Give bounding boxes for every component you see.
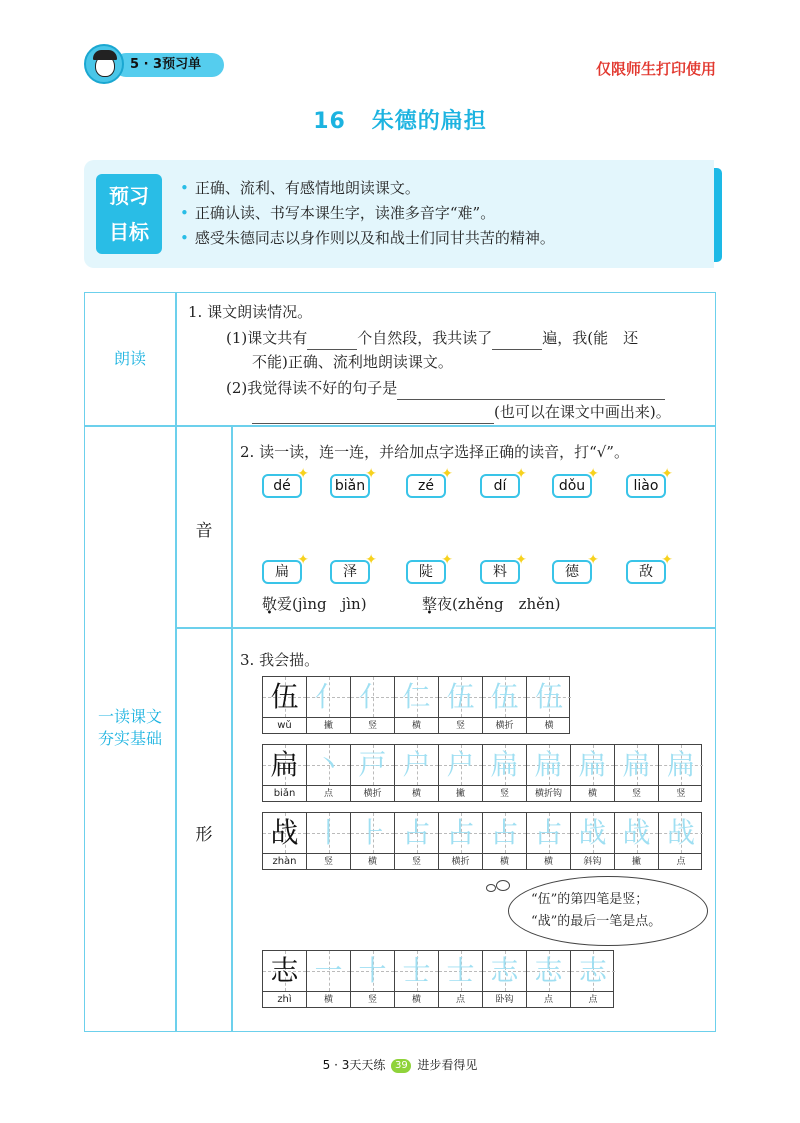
stroke-step-char: 战 [578,816,607,849]
goals-panel [84,160,714,268]
stroke-step-char: 丶 [314,748,343,781]
char-card[interactable]: 德 ✦ [552,560,592,584]
stroke-step-char: 志 [490,954,519,987]
stroke-name: 撇 [307,718,351,734]
polyphone-item-2[interactable]: 整夜(zhěng zhěn) [422,595,561,613]
hint-bubble: “伍”的第四笔是竖； “战”的最后一笔是点。 [508,876,708,946]
trace-cell[interactable] [483,745,527,785]
trace-cell[interactable] [351,745,395,785]
trace-cell[interactable] [659,813,703,853]
trace-cell[interactable] [571,951,615,991]
stroke-name: 点 [588,995,598,1005]
model-char-cell [263,813,307,853]
stroke-name: 竖 [615,786,659,802]
model-char: 战 [270,816,299,849]
thought-dot [496,880,510,891]
stroke-name: 卧钩 [483,992,527,1008]
section-reading: 朗读 [113,349,146,368]
page-number: 39 [391,1059,411,1073]
trace-cell[interactable] [527,677,571,717]
pinyin-card[interactable]: dǒu ✦ [552,474,592,498]
trace-cell[interactable] [439,745,483,785]
trace-cell[interactable] [307,677,351,717]
q1-part2: (2)我觉得读不好的句子是 [226,376,710,400]
stroke-name: 横折 [483,718,527,734]
trace-cell[interactable] [439,951,483,991]
trace-cell[interactable] [527,951,571,991]
goal-item: • 正确、流利、有感情地朗读课文。 [180,179,420,197]
polyphone-item-1[interactable]: 敬爱(jìng jìn) [262,595,367,613]
trace-cell[interactable] [615,745,659,785]
trace-cell[interactable] [527,745,571,785]
star-icon: ✦ [365,466,377,482]
trace-cell[interactable] [307,745,351,785]
char-card[interactable]: 敌 ✦ [626,560,666,584]
model-char: 志 [270,954,299,987]
stroke-step-char: 伍 [446,680,475,713]
star-icon: ✦ [441,552,453,568]
trace-cell[interactable] [571,813,615,853]
stroke-step-char: 士 [446,954,475,987]
char-card[interactable]: 泽 ✦ [330,560,370,584]
stroke-name: 横 [395,718,439,734]
stroke-label-row [263,785,701,801]
pinyin-card[interactable]: biǎn ✦ [330,474,370,498]
trace-cell[interactable] [439,677,483,717]
stroke-step-char: 户 [446,748,475,781]
goals-list [180,176,555,251]
stroke-name: 横 [483,854,527,870]
stroke-label-row [263,717,569,733]
stroke-step-char: 志 [534,954,563,987]
star-icon: ✦ [365,552,377,568]
goal-item: • 感受朱德同志以身作则以及和战士们同甘共苦的精神。 [180,229,555,247]
q1-title: 1. 课文朗读情况。 [188,303,313,321]
tracing-grid-bian [262,744,702,802]
char-pinyin: biǎn [263,786,307,802]
stroke-name: 竖 [676,789,686,799]
pinyin-card[interactable]: zé ✦ [406,474,446,498]
q1-part1: (1)课文共有 个自然段，我共读了 遍，我(能 还 [226,326,710,350]
stroke-step-char: 戸 [358,748,387,781]
stroke-name: 竖 [439,718,483,734]
star-icon: ✦ [515,552,527,568]
stroke-name: 横折钩 [527,786,571,802]
trace-cell[interactable] [571,745,615,785]
trace-cell[interactable] [439,813,483,853]
stroke-name: 竖 [351,992,395,1008]
star-icon: ✦ [661,466,673,482]
stroke-step-char: 占 [490,816,519,849]
char-pinyin: zhàn [263,854,307,870]
char-pinyin: wǔ [263,718,307,734]
trace-cell[interactable] [395,745,439,785]
char-card[interactable]: 料 ✦ [480,560,520,584]
stroke-label-row [263,991,613,1007]
tracing-grid-zhan [262,812,702,870]
stroke-step-char: 扁 [622,748,651,781]
model-char: 扁 [270,748,299,781]
stroke-name: 横 [307,992,351,1008]
stroke-name: 横折 [351,786,395,802]
stroke-name: 竖 [483,786,527,802]
stroke-name: 横 [395,992,439,1008]
tracing-grid-wu [262,676,570,734]
brand-label: 5 · 3预习单 [114,53,224,77]
section-shape: 形 [195,825,213,845]
star-icon: ✦ [587,466,599,482]
stroke-step-char: 志 [578,954,607,987]
stroke-step-char: 户 [402,748,431,781]
star-icon: ✦ [587,552,599,568]
q2-title: 2. 读一读，连一连，并给加点字选择正确的读音，打“√”。 [240,443,629,461]
hard-sentence-blank[interactable] [397,382,665,400]
print-note: 仅限师生打印使用 [595,60,716,78]
trace-cell[interactable] [351,813,395,853]
char-card[interactable]: 扁 ✦ [262,560,302,584]
q1-part2-cont: (也可以在课文中画出来)。 [252,400,712,424]
trace-cell[interactable] [615,813,659,853]
stroke-label-row [263,853,701,869]
pinyin-card[interactable]: liào ✦ [626,474,666,498]
stroke-name: 点 [676,857,686,867]
stroke-step-char: 仁 [402,680,431,713]
star-icon: ✦ [297,552,309,568]
trace-cell[interactable] [395,677,439,717]
trace-cell[interactable] [307,813,351,853]
stroke-name: 点 [307,786,351,802]
goals-label: 预习 目标 [96,174,162,254]
q1-part1-cont: 不能)正确、流利地朗读课文。 [252,353,453,371]
section-sound: 音 [195,521,213,541]
stroke-name: 斜钩 [571,854,615,870]
trace-cell[interactable] [483,951,527,991]
goals-tab [714,168,722,262]
section-foundation: 一读课文 夯实基础 [97,707,162,748]
stroke-name: 横 [527,854,571,870]
stroke-step-char: 士 [402,954,431,987]
trace-cell[interactable] [659,745,703,785]
stroke-step-char: ⺊ [358,816,387,849]
stroke-step-char: 扁 [666,748,695,781]
trace-cell[interactable] [395,813,439,853]
stroke-name: 横 [571,786,615,802]
stroke-name: 竖 [307,854,351,870]
mascot-icon [84,44,124,84]
tracing-grid-zhi [262,950,614,1008]
stroke-step-char: 十 [358,954,387,987]
trace-cell[interactable] [527,813,571,853]
stroke-step-char: 战 [666,816,695,849]
stroke-step-char: 伍 [490,680,519,713]
stroke-step-char: 一 [314,954,343,987]
page-footer [0,1056,800,1073]
stroke-name: 横折 [439,854,483,870]
model-char-cell [263,677,307,717]
stroke-name: 竖 [395,854,439,870]
char-pinyin: zhì [263,992,307,1008]
stroke-name: 竖 [351,718,395,734]
pinyin-card[interactable]: dí ✦ [480,474,520,498]
hard-sentence-blank-2[interactable] [252,406,494,424]
model-char-cell [263,951,307,991]
char-card[interactable]: 陡 ✦ [406,560,446,584]
stroke-step-char: 战 [622,816,651,849]
star-icon: ✦ [661,552,673,568]
trace-cell[interactable] [483,677,527,717]
star-icon: ✦ [515,466,527,482]
thought-dot [486,884,496,892]
lesson-title: 朱德的扁担 [371,109,487,134]
stroke-step-char: 扁 [578,748,607,781]
stroke-step-char: 占 [534,816,563,849]
star-icon: ✦ [441,466,453,482]
trace-cell[interactable] [351,677,395,717]
stroke-name: 撇 [615,854,659,870]
paragraph-count-blank[interactable] [307,332,357,350]
stroke-name: 撇 [439,786,483,802]
trace-cell[interactable] [307,951,351,991]
model-char-cell [263,745,307,785]
stroke-name: 横 [395,786,439,802]
lesson-number: 16 [313,109,346,134]
footer-left: 5 · 3天天练 [322,1058,386,1072]
stroke-step-char: 扁 [490,748,519,781]
stroke-name: 横 [351,854,395,870]
stroke-step-char: 占 [402,816,431,849]
stroke-step-char: 占 [446,816,475,849]
read-times-blank[interactable] [492,332,542,350]
page-title [0,104,800,135]
model-char: 伍 [270,680,299,713]
stroke-name: 点 [439,992,483,1008]
trace-cell[interactable] [351,951,395,991]
stroke-step-char: 丨 [314,816,343,849]
stroke-step-char: 伍 [534,680,563,713]
footer-right: 进步看得见 [417,1058,478,1072]
trace-cell[interactable] [395,951,439,991]
stroke-step-char: 亻 [314,680,343,713]
goal-item: • 正确认读、书写本课生字，读准多音字“难”。 [180,204,496,222]
stroke-name: 点 [527,992,571,1008]
q3-title: 3. 我会描。 [240,651,320,669]
pinyin-card[interactable]: dé ✦ [262,474,302,498]
stroke-name: 横 [544,721,554,731]
trace-cell[interactable] [483,813,527,853]
stroke-step-char: 扁 [534,748,563,781]
star-icon: ✦ [297,466,309,482]
stroke-step-char: 亻 [358,680,387,713]
brand-logo [84,44,220,84]
